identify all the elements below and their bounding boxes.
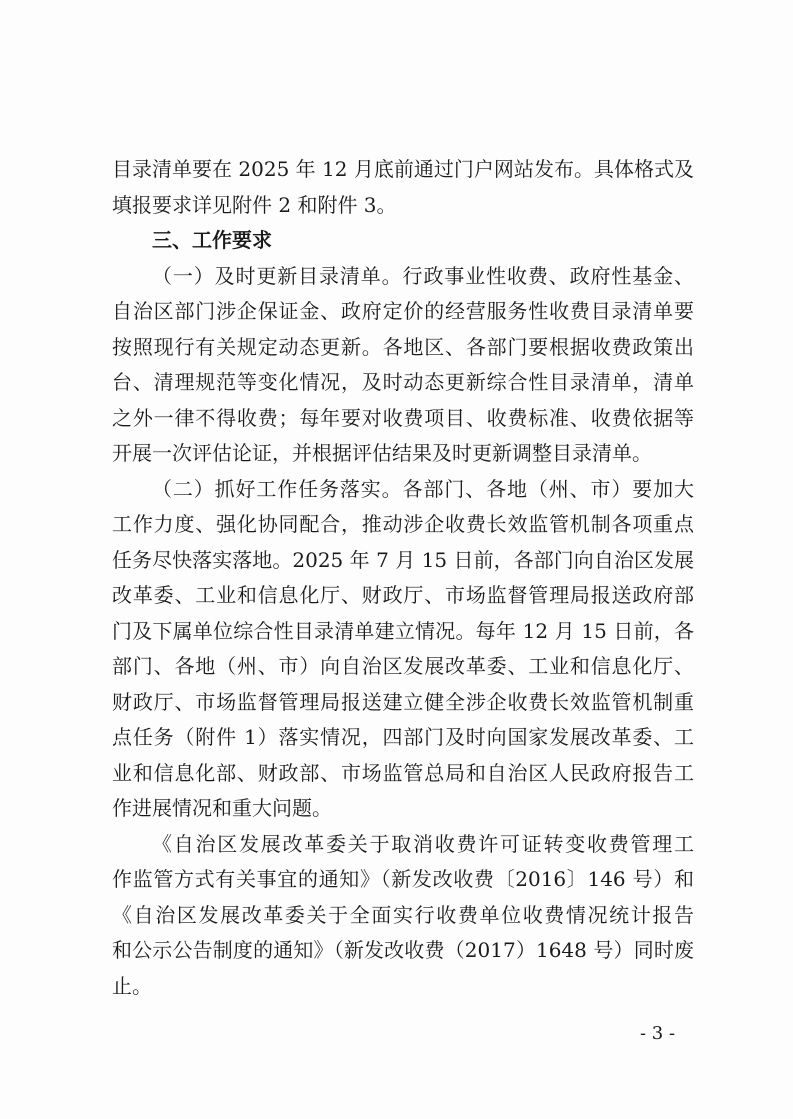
body-line: 门及下属单位综合性目录清单建立情况。每年 12 月 15 日前，各 bbox=[112, 618, 694, 643]
page-number: - 3 - bbox=[640, 1023, 676, 1044]
body-line: 填报要求详见附件 2 和附件 3。 bbox=[112, 192, 397, 217]
paragraph-first-line: （二）抓好工作任务落实。各部门、各地（州、市）要加大 bbox=[152, 476, 694, 501]
body-line: 止。 bbox=[112, 973, 152, 998]
body-line: 改革委、工业和信息化厅、财政厅、市场监督管理局报送政府部 bbox=[112, 583, 694, 607]
body-line: 之外一律不得收费；每年要对收费项目、收费标准、收费依据等 bbox=[112, 405, 694, 430]
body-line: 作进展情况和重大问题。 bbox=[112, 796, 332, 820]
body-line: 台、清理规范等变化情况，及时动态更新综合性目录清单，清单 bbox=[112, 370, 694, 394]
body-line: 点任务（附件 1）落实情况，四部门及时向国家发展改革委、工 bbox=[112, 725, 694, 749]
body-line: 业和信息化部、财政部、市场监管总局和自治区人民政府报告工 bbox=[112, 760, 694, 785]
body-line: 按照现行有关规定动态更新。各地区、各部门要根据收费政策出 bbox=[112, 334, 694, 359]
body-line: 《自治区发展改革委关于全面实行收费单位收费情况统计报告 bbox=[112, 902, 694, 927]
document-body bbox=[112, 152, 694, 1004]
paragraph-first-line: （一）及时更新目录清单。行政事业性收费、政府性基金、 bbox=[152, 263, 694, 288]
body-line: 部门、各地（州、市）向自治区发展改革委、工业和信息化厅、 bbox=[112, 654, 694, 678]
body-line: 任务尽快落实落地。2025 年 7 月 15 日前，各部门向自治区发展 bbox=[112, 547, 694, 572]
body-line: 作监管方式有关事宜的通知》（新发改收费〔2016〕146 号）和 bbox=[112, 867, 694, 891]
body-line: 自治区部门涉企保证金、政府定价的经营服务性收费目录清单要 bbox=[112, 299, 694, 323]
body-line: 开展一次评估论证，并根据评估结果及时更新调整目录清单。 bbox=[112, 441, 652, 465]
paragraph-first-line: 《自治区发展改革委关于取消收费许可证转变收费管理工 bbox=[152, 831, 694, 856]
body-line: 目录清单要在 2025 年 12 月底前通过门户网站发布。具体格式及 bbox=[112, 157, 694, 181]
section-heading: 三、工作要求 bbox=[152, 228, 272, 252]
body-line: 工作力度、强化协同配合，推动涉企收费长效监管机制各项重点 bbox=[112, 512, 694, 536]
body-line: 和公示公告制度的通知》（新发改收费（2017）1648 号）同时废 bbox=[112, 938, 694, 962]
body-line: 财政厅、市场监督管理局报送建立健全涉企收费长效监管机制重 bbox=[112, 689, 694, 714]
